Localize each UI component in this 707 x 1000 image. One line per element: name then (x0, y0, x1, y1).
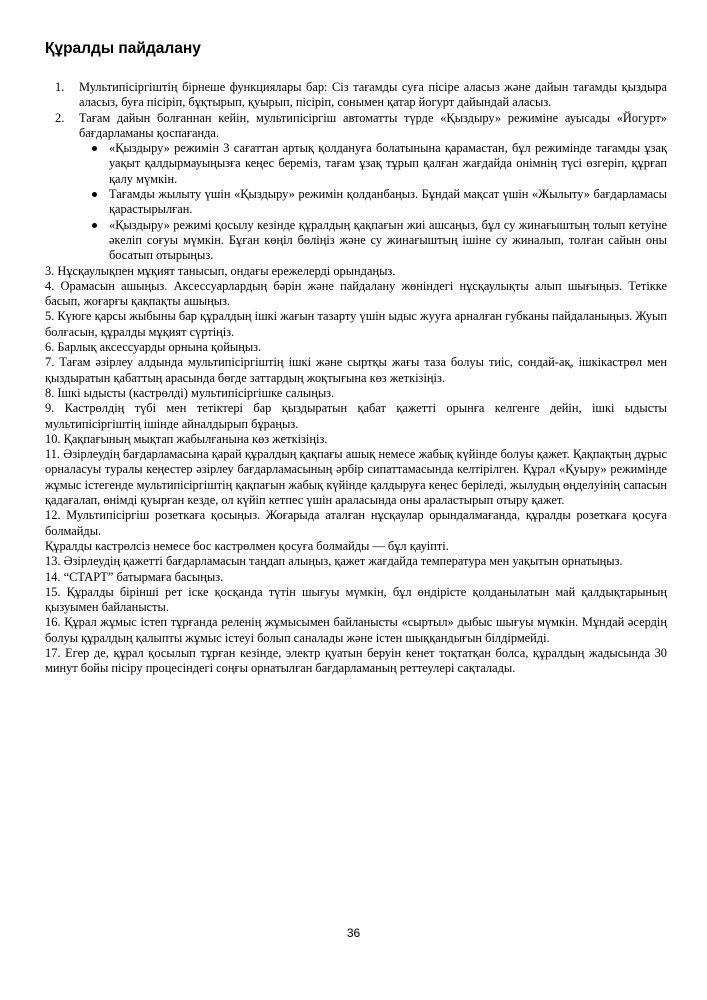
paragraph-12: 12. Мультипісіргіш розеткаға қосыңыз. Жоғарыда аталған нұсқаулар орындалмағанда, құралды розеткаға қосуға болмайды. (45, 508, 667, 538)
bullet-text: Тағамды жылыту үшін «Қыздыру» режимін қолданбаңыз. Бұндай мақсат үшін «Жылыту» бағдарламасы қарастырылған. (109, 187, 667, 217)
bullet-icon (92, 146, 97, 151)
paragraph-6: 6. Барлық аксессуарды орнына қойыңыз. (45, 340, 262, 355)
list-number: 1. (55, 80, 65, 94)
paragraph-8: 8. Ішкі ыдысты (кастрөлді) мультипісіргішке салыңыз. (45, 385, 335, 400)
numbered-list (45, 80, 667, 141)
paragraph-16: 16. Құрал жұмыс істеп тұрғанда реленің жұмысымен байланысты «сыртыл» дыбыс шығуы мүмкін. Мұндай әсердің болуы құралдың қалыпты жұмыс істеуі болып саналады және істен шыққандығын білдірмейді. (45, 615, 667, 645)
paragraph-13: 13. Әзірлеудің қажетті бағдарламасын таңдап алыңыз, қажет жағдайда температура мен уақытын орнатыңыз. (45, 554, 623, 569)
paragraph-10: 10. Қақпағының мықтап жабылғанына көз жеткізіңіз. (45, 431, 328, 446)
paragraph-3: 3. Нұсқаулықпен мұқият танысып, ондағы ережелерді орындаңыз. (45, 263, 396, 278)
list-item (45, 80, 667, 111)
paragraph-7: 7. Тағам әзірлеу алдында мультипісіргіштің ішкі және сыртқы жағы таза болуы тиіс, сондай-ақ, ішкікастрөл мен қыздыратын қабаттың арасында бөгде заттардың жоқтығына көз жеткізіңіз. (45, 355, 667, 385)
instructions-content (45, 80, 667, 677)
paragraph-4: 4. Орамасын ашыңыз. Аксессуарлардың бәрін және пайдалану жөніндегі нұсқаулықты алып шығыңыз. Тетікке басып, жоғарғы қақпақты ашыңыз. (45, 278, 667, 309)
bullet-item (45, 218, 667, 264)
paragraph-15: 15. Құралды бірінші рет іске қосқанда түтін шығуы мүмкін, бұл өндірісте қолданылатын май қалдықтарының қызуымен байланысты. (45, 584, 667, 615)
page-title: Құралды пайдалану (45, 40, 201, 57)
paragraph-17: 17. Егер де, құрал қосылып тұрған кезінде, электр қуатын беруін кенет тоқтатқан болса, құралдың жадысында 30 минут бойы пісіру процесіндегі соңғы орнатылған бағдарламаның реттеулері сақталады. (45, 645, 667, 676)
bullet-item (45, 141, 667, 187)
bullet-text: «Қыздыру» режимі қосылу кезінде құралдың қақпағын жиі ашсаңыз, бұл су жинағыштың толып кетуіне әкеліп соғуы мүмкін. Бұған көңіл бөліңіз және су жинағыштың ішіне су жиналып, толған сайын оны босатып отырыңыз. (109, 217, 667, 263)
paragraph-12-warning: Құралды кастрөлсіз немесе бос кастрөлмен қосуға болмайды — бұл қауіпті. (45, 538, 449, 553)
list-item (45, 111, 667, 142)
bullet-list (45, 141, 667, 263)
paragraph-9: 9. Кастрөлдің түбі мен тетіктері бар қыздыратын қабат қажетті орынға келгенге дейін, ішкі ыдысты мультипісіргіштің ішінде айналдырып бұраңыз. (45, 401, 667, 431)
paragraph-14: 14. “СТАРТ” батырмаға басыңыз. (45, 569, 224, 584)
bullet-icon (92, 192, 97, 197)
bullet-text: «Қыздыру» режимін 3 сағаттан артық қолдануға болатынына қарамастан, бұл режимінде тағамды ұзақ уақыт қалдырмауыңызға кеңес береміз, тағам ұзақ тұрып қалған жағдайда онімнің түсі өзгеріп, құрғап қалу мүмкін. (109, 141, 667, 186)
bullet-item (45, 187, 667, 218)
page-number: 36 (346, 926, 361, 940)
paragraph-11: 11. Әзірлеудің бағдарламасына қарай құралдың қақпағы ашық немесе жабық күйінде болуы қажет. Қақпақтың дұрыс орналасуы туралы кеңестер әзірлеу бағдарламасының әрбір сипаттамасында келтірілген. Құрал «Қуыру» режимінде жұмыс істегенде мультипісіргіштің қақпағын жабық күйінде қалдыруға кеңес беріледі, жылудың өңделуінің сапасын қадағалап, өнімді қуырған кезде, ол күйіп кетпес үшін араласында оны араластырып отыру қажет. (45, 447, 667, 508)
paragraph-5: 5. Күюге қарсы жыбыны бар құралдың ішкі жағын тазарту үшін ыдыс жууға арналған губканы пайдаланыңыз. Жуып болғасын, құралды мұқият сүртіңіз. (45, 309, 667, 339)
list-number: 2. (55, 110, 65, 125)
list-item-text: Мультипісіргіштің бірнеше функциялары бар: Сіз тағамды суға пісіре аласыз және дайын тағамды қыздыра аласыз, буға пісіріп, бұқтырып, қуырып, пісіріп, сонымен қатар йогурт дайындай аласыз. (79, 80, 667, 110)
bullet-icon (92, 223, 97, 228)
list-item-text: Тағам дайын болғаннан кейін, мультипісіргіш автоматты түрде «Қыздыру» режиміне ауысады «Йогурт» бағдарламаны қоспағанда. (79, 110, 667, 140)
